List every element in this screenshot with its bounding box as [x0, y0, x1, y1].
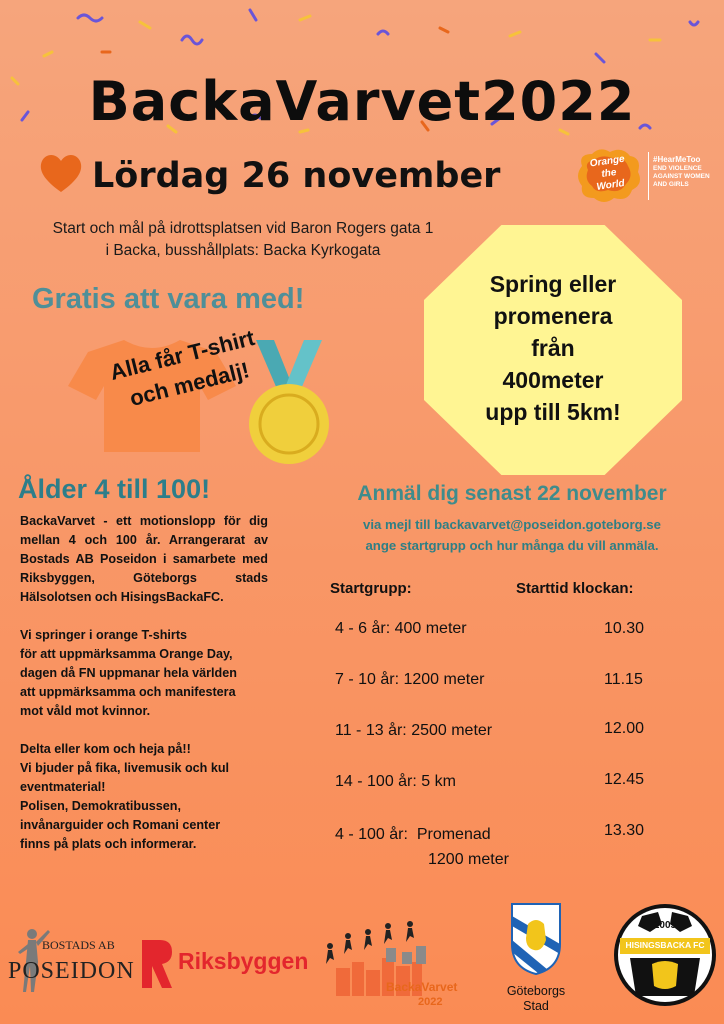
goteborg-crest-icon	[508, 900, 564, 976]
description-column	[20, 512, 268, 873]
venue-line-2: i Backa, busshållplats: Backa Kyrkogata	[105, 242, 381, 259]
riksbyggen-name: Riksbyggen	[178, 948, 309, 974]
description-paragraph-2: Vi springer i orange T-shirts för att uppmärksamma Orange Day, dagen då FN uppmanar hela världen att uppmärksamma och manifestera mot våld mot kvinnor.	[20, 628, 237, 718]
riksbyggen-symbol-icon	[140, 936, 174, 992]
riksbyggen-logo	[140, 936, 316, 996]
registration-info	[300, 514, 724, 556]
poseidon-logo	[8, 918, 135, 998]
schedule-row-time: 13.30	[604, 822, 645, 839]
schedule-row-group-cont: 1200 meter	[428, 851, 509, 868]
backavarvet-logo	[322, 918, 488, 1018]
schedule-row-group: 4 - 6 år: 400 meter	[335, 620, 467, 637]
registration-instructions: ange startgrupp och hur många du vill anmäla.	[365, 538, 659, 553]
orange-the-world-logo	[574, 146, 644, 206]
free-heading: Gratis att vara med!	[32, 283, 305, 315]
distance-text: Spring eller promenera från 400meter upp till 5km!	[485, 271, 621, 425]
schedule-header-group: Startgrupp:	[330, 580, 412, 597]
hearmetoo-line2: AGAINST WOMEN	[653, 173, 710, 180]
age-heading: Ålder 4 till 100!	[18, 474, 211, 504]
logo-divider	[648, 152, 649, 200]
backavarvet-logo-name: BackaVarvet	[386, 980, 458, 994]
venue-info	[8, 218, 478, 262]
schedule-row-time: 12.45	[604, 771, 645, 788]
schedule-row-time: 11.15	[604, 671, 643, 688]
orange-logo-line1: Orange	[589, 153, 626, 170]
hearmetoo-tag: #HearMeToo	[653, 155, 701, 164]
hearmetoo-block	[653, 154, 723, 189]
schedule-row-time: 10.30	[604, 620, 645, 637]
schedule-row-group: 4 - 100 år: Promenad	[335, 826, 491, 843]
schedule-row-group: 14 - 100 år: 5 km	[335, 773, 456, 790]
registration-heading: Anmäl dig senast 22 november	[357, 482, 667, 505]
schedule-row-group: 7 - 10 år: 1200 meter	[335, 671, 485, 688]
event-date: Lördag 26 november	[92, 156, 501, 196]
poster-title: BackaVarvet2022	[88, 70, 636, 133]
schedule-row-group: 11 - 13 år: 2500 meter	[335, 722, 493, 739]
schedule-row-time: 12.00	[604, 720, 645, 737]
goteborg-line-2: Stad	[523, 999, 549, 1013]
description-paragraph-3: Delta eller kom och heja på!! Vi bjuder på fika, livemusik och kul eventmaterial! Polisen, Demokratibussen, invånarguider och Romani center finns på plats och informerar.	[20, 742, 230, 851]
poseidon-name: POSEIDON	[8, 958, 135, 984]
tshirt-medal-text: Alla får T-shirt och medalj!	[107, 324, 258, 411]
goteborgs-stad-logo	[500, 900, 572, 1018]
poseidon-top-text: BOSTADS AB	[42, 938, 115, 952]
hbfc-year: 2005	[653, 920, 677, 931]
backavarvet-logo-year: 2022	[418, 996, 443, 1008]
hearmetoo-line1: END VIOLENCE	[653, 165, 702, 172]
venue-line-1: Start och mål på idrottsplatsen vid Baron Rogers gata 1	[52, 220, 434, 237]
hisingsbacka-fc-logo	[612, 902, 718, 1008]
football-crest-icon	[612, 902, 718, 1008]
orange-logo-line3: World	[595, 177, 626, 193]
schedule-header-time: Starttid klockan:	[516, 580, 634, 597]
description-paragraph-1: BackaVarvet - ett motionslopp för dig mellan 4 och 100 år. Arrangerarat av Bostads AB Poseidon i samarbete med Riksbyggen, Göteborgs stads Hälsolotsen och HisingsBackaFC.	[20, 514, 268, 604]
hearmetoo-line3: AND GIRLS	[653, 181, 689, 188]
hbfc-name: HISINGSBACKA FC	[625, 940, 705, 950]
goteborg-line-1: Göteborgs	[506, 984, 566, 998]
heart-icon	[38, 150, 84, 196]
registration-email-line: via mejl till backavarvet@poseidon.goteborg.se	[363, 517, 661, 532]
orange-logo-line2: the	[600, 167, 618, 180]
